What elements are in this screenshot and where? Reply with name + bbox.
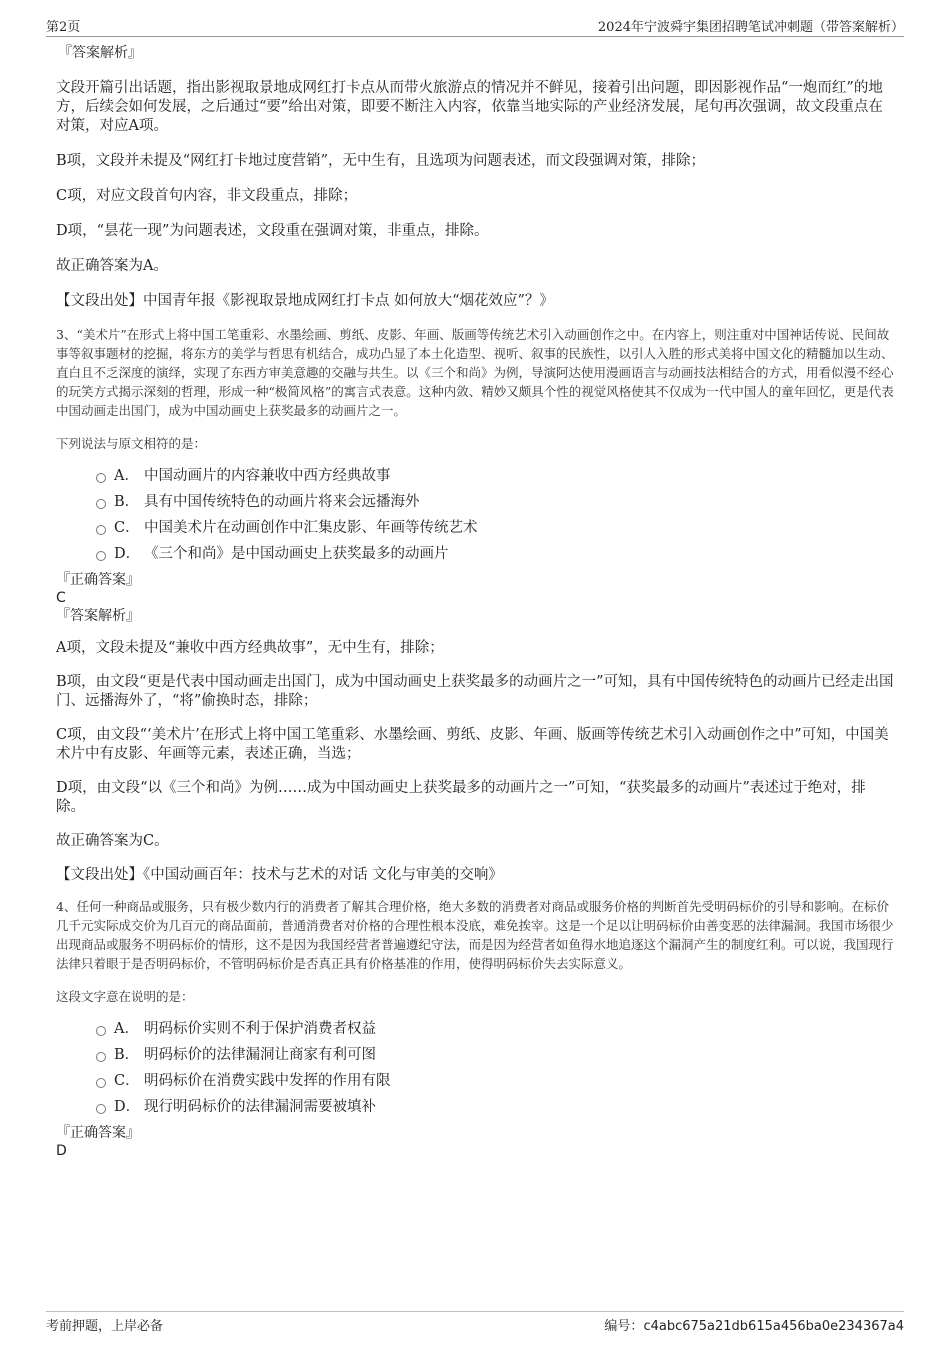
source-citation: 【文段出处】《中国动画百年：技术与艺术的对话 文化与审美的交响》 (56, 867, 503, 883)
option-letter: D． (114, 1099, 141, 1115)
document-title: 2024年宁波舜宇集团招聘笔试冲刺题（带答案解析） (597, 20, 904, 35)
option-letter: C． (114, 1073, 140, 1089)
option-c[interactable] (96, 515, 894, 541)
question-4-stem: 4、任何一种商品或服务，只有极少数内行的消费者了解其合理价格，绝大多数的消费者对商品或服务价格的判断首先受明码标价的引导和影响。在标价几千元实际成交价为几百元的商品面前，普通消费者对价格的合理性根本没底，难免挨宰。这是一个足以让明码标价由善变恶的法律漏洞。我国市场很少出现商品或服务不明码标价的情形，这不是因为我国经营者普遍遵纪守法，而是因为经营者如鱼得水地追逐这个漏洞产生的制度红利。可以说，我国现行法律只着眼于是否明码标价，不管明码标价是否真正具有价格基准的作用，使得明码标价失去实际意义。 (56, 899, 894, 971)
analysis-paragraph: 文段开篇引出话题，指出影视取景地成网红打卡点从而带火旅游点的情况并不鲜见，接着引出问题，即因影视作品“一炮而红”的地方，后续会如何发展，之后通过“要”给出对策，即要不断注入内容，依靠当地实际的产业经济发展，尾句再次强调，故文段重点在对策，对应A项。 (56, 80, 883, 134)
option-a[interactable] (96, 1016, 894, 1042)
question-3-stem: 3、“美术片”在形式上将中国工笔重彩、水墨绘画、剪纸、皮影、年画、版画等传统艺术引入动画创作之中。在内容上，则注重对中国神话传说、民间故事等叙事题材的挖掘，将东方的美学与哲思有机结合，成功凸显了本土化造型、视听、叙事的民族性，以引人入胜的形式美将中国文化的精髓加以生动、直白且不乏深度的演绎，实现了东西方审美意趣的交融与共生。以《三个和尚》为例，导演阿达使用漫画语言与动画技法相结合的方式，用看似漫不经心的玩笑方式揭示深刻的哲理，形成一种“极简风格”的寓言式表意。这种内敛、精妙又颇具个性的视觉风格使其不仅成为一代中国人的童年回忆，更是代表中国动画走出国门，成为中国动画史上获奖最多的动画片之一。 (56, 327, 894, 418)
page-footer (46, 1311, 904, 1334)
option-d[interactable] (96, 1094, 894, 1120)
question-3-prompt: 下列说法与原文相符的是： (56, 436, 207, 451)
analysis-paragraph: C项，由文段“‘美术片’在形式上将中国工笔重彩、水墨绘画、剪纸、皮影、年画、版画等传统艺术引入动画创作之中”可知，中国美术片中有皮影、年画等元素，表述正确，当选； (56, 727, 889, 762)
option-text: 中国动画片的内容兼收中西方经典故事 (144, 468, 391, 484)
source-citation: 【文段出处】中国青年报《影视取景地成网红打卡点 如何放大“烟花效应”？》 (56, 293, 554, 309)
option-letter: B． (114, 1047, 140, 1063)
analysis-paragraph: B项，由文段“更是代表中国动画走出国门，成为中国动画史上获奖最多的动画片之一”可知，具有中国传统特色的动画片已经走出国门、远播海外了，“将”偷换时态，排除； (56, 674, 894, 709)
page-header (46, 14, 904, 37)
option-letter: B． (114, 494, 140, 510)
option-text: 明码标价的法律漏洞让商家有利可图 (144, 1047, 376, 1063)
option-letter: A． (114, 468, 139, 484)
option-b[interactable] (96, 489, 894, 515)
page-content (56, 44, 894, 1160)
radio-button-icon[interactable] (96, 551, 106, 561)
option-text: 中国美术片在动画创作中汇集皮影、年画等传统艺术 (144, 520, 478, 536)
radio-button-icon[interactable] (96, 473, 106, 483)
option-letter: A． (114, 1021, 139, 1037)
analysis-conclusion: 故正确答案为C。 (56, 833, 169, 849)
option-letter: D． (114, 546, 141, 562)
option-c[interactable] (96, 1068, 894, 1094)
analysis-paragraph: C项，对应文段首句内容，非文段重点，排除； (56, 188, 358, 204)
option-b[interactable] (96, 1042, 894, 1068)
correct-answer-label: 『正确答案』 (56, 572, 140, 588)
radio-button-icon[interactable] (96, 1052, 106, 1062)
option-letter: C． (114, 520, 140, 536)
page-number: 第2页 (46, 20, 81, 35)
question-3-options (96, 463, 894, 567)
analysis-conclusion: 故正确答案为A。 (56, 258, 168, 274)
correct-answer: D (56, 1143, 67, 1159)
option-a[interactable] (96, 463, 894, 489)
option-text: 明码标价在消费实践中发挥的作用有限 (144, 1073, 391, 1089)
code-value: c4abc675a21db615a456ba0e234367a4 (643, 1319, 904, 1334)
radio-button-icon[interactable] (96, 525, 106, 535)
document-code (604, 1315, 904, 1334)
correct-answer-label: 『正确答案』 (56, 1125, 140, 1141)
analysis-paragraph: B项，文段并未提及“网红打卡地过度营销”，无中生有，且选项为问题表述，而文段强调对策，排除； (56, 153, 705, 169)
analysis-paragraph: D项，由文段“以《三个和尚》为例……成为中国动画史上获奖最多的动画片之一”可知，“获奖最多的动画片”表述过于绝对，排除。 (56, 780, 866, 815)
radio-button-icon[interactable] (96, 499, 106, 509)
radio-button-icon[interactable] (96, 1026, 106, 1036)
radio-button-icon[interactable] (96, 1078, 106, 1088)
option-text: 具有中国传统特色的动画片将来会远播海外 (144, 494, 420, 510)
option-text: 现行明码标价的法律漏洞需要被填补 (144, 1099, 376, 1115)
footer-slogan: 考前押题，上岸必备 (46, 1319, 164, 1334)
correct-answer: C (56, 590, 66, 606)
question-4-options (96, 1016, 894, 1120)
option-text: 《三个和尚》是中国动画史上获奖最多的动画片 (144, 546, 449, 562)
analysis-label: 『答案解析』 (58, 45, 142, 61)
analysis-paragraph: A项，文段未提及“兼收中西方经典故事”，无中生有，排除； (56, 640, 444, 656)
analysis-label: 『答案解析』 (56, 608, 140, 624)
radio-button-icon[interactable] (96, 1104, 106, 1114)
code-label: 编号： (604, 1319, 644, 1334)
analysis-paragraph: D项，“昙花一现”为问题表述，文段重在强调对策，非重点，排除。 (56, 223, 489, 239)
option-text: 明码标价实则不利于保护消费者权益 (144, 1021, 376, 1037)
question-4-prompt: 这段文字意在说明的是： (56, 989, 194, 1004)
option-d[interactable] (96, 541, 894, 567)
